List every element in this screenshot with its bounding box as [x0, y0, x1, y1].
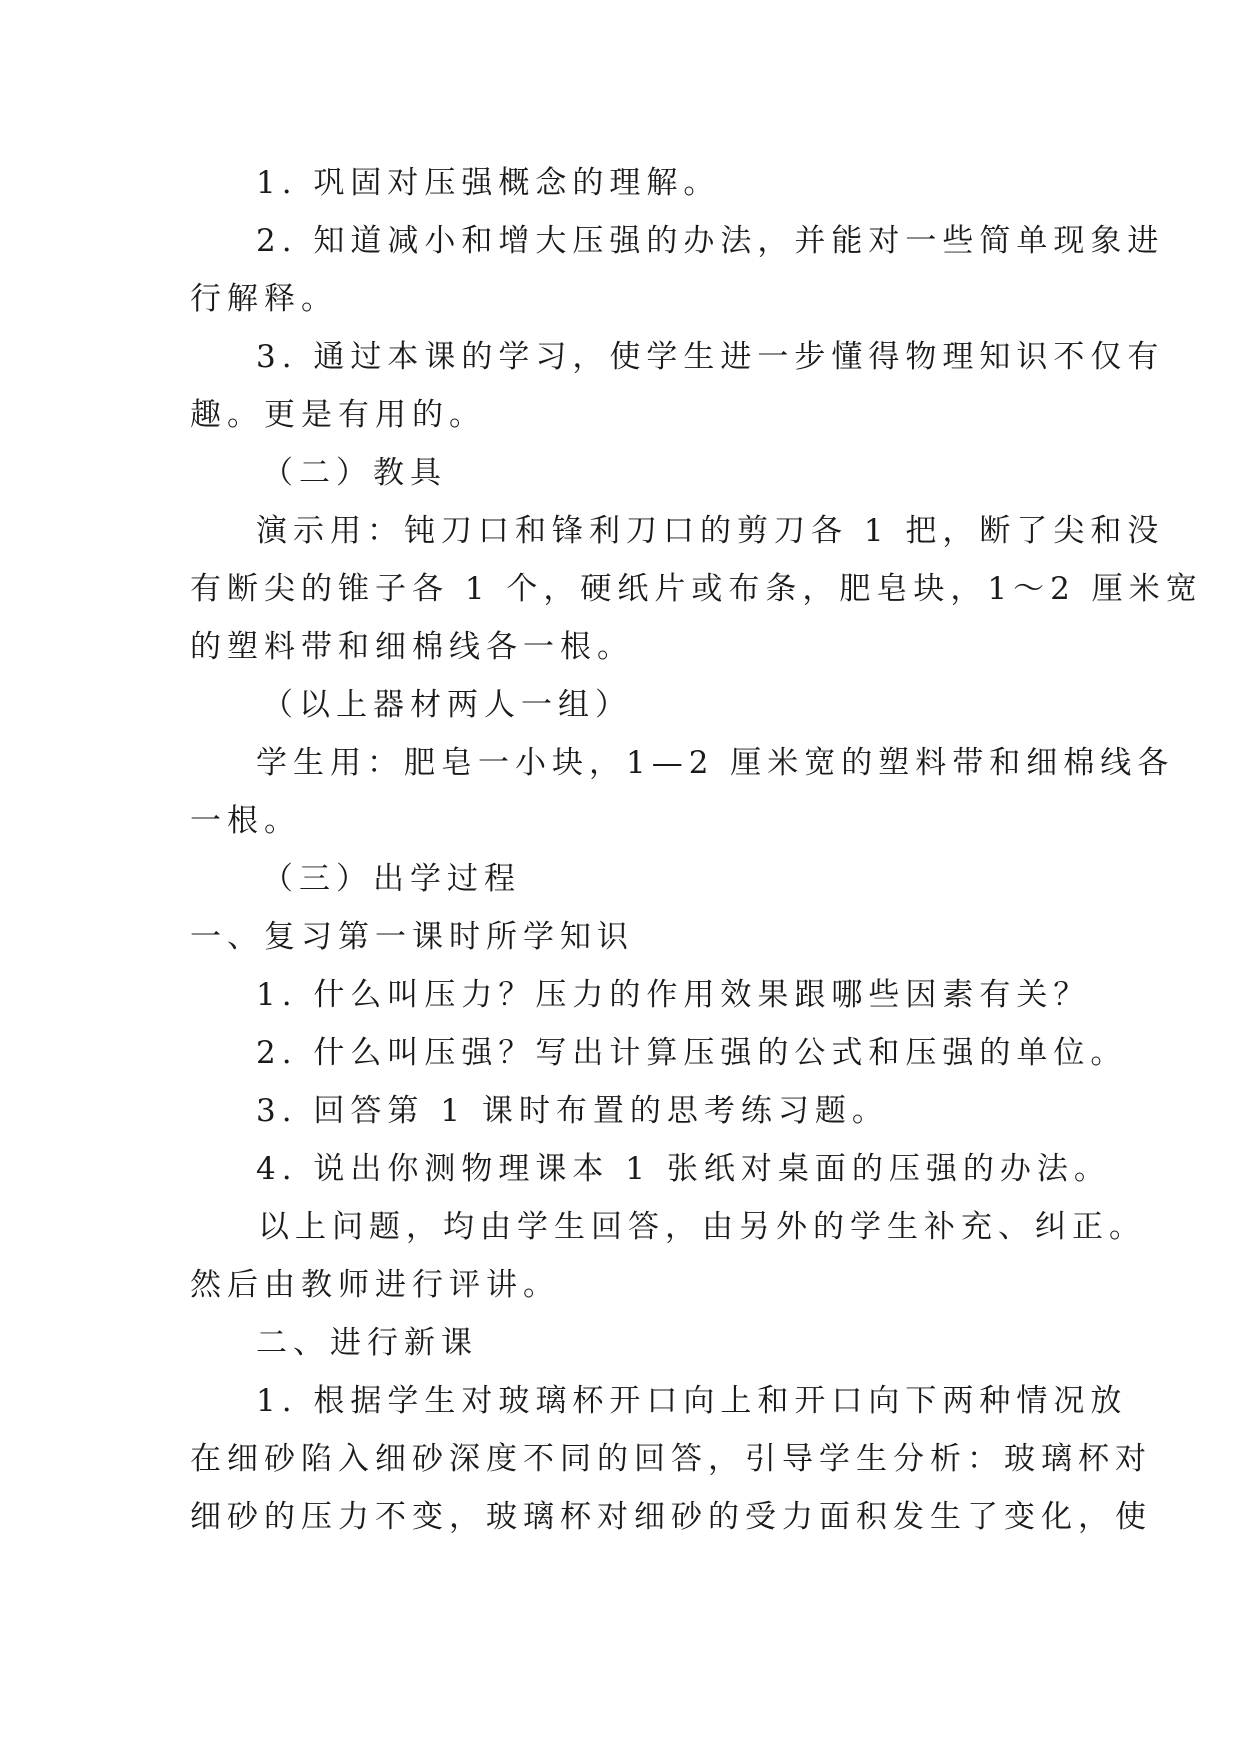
paragraph-line: 在细砂陷入细砂深度不同的回答，引导学生分析：玻璃杯对: [190, 1441, 1152, 1477]
paragraph-line: 学生用：肥皂一小块，1—2 厘米宽的塑料带和细棉线各: [256, 745, 1175, 781]
paragraph-line: 一根。: [190, 803, 301, 839]
paragraph-line: 行解释。: [190, 281, 338, 317]
paragraph-line: 2. 知道减小和增大压强的办法，并能对一些简单现象进: [256, 223, 1165, 259]
paragraph-line: 1. 巩固对压强概念的理解。: [256, 165, 721, 201]
paragraph-line: 演示用：钝刀口和锋利刀口的剪刀各 1 把，断了尖和没: [256, 513, 1165, 549]
paragraph-line: 有断尖的锥子各 1 个，硬纸片或布条，肥皂块，1～2 厘米宽: [190, 571, 1203, 607]
section-heading: （三）出学过程: [262, 861, 521, 897]
paragraph-line: 3. 回答第 1 课时布置的思考练习题。: [256, 1093, 889, 1129]
paragraph-line: 3. 通过本课的学习，使学生进一步懂得物理知识不仅有: [256, 339, 1165, 375]
paragraph-line: 的塑料带和细棉线各一根。: [190, 629, 634, 665]
paragraph-line: 2. 什么叫压强？写出计算压强的公式和压强的单位。: [256, 1035, 1128, 1071]
section-heading: （二）教具: [262, 455, 447, 491]
paragraph-line: 趣。更是有用的。: [190, 397, 486, 433]
paragraph-line: 1. 根据学生对玻璃杯开口向上和开口向下两种情况放: [256, 1383, 1128, 1419]
paragraph-line: （以上器材两人一组）: [262, 687, 632, 723]
section-heading: 二、进行新课: [256, 1325, 478, 1361]
paragraph-line: 4. 说出你测物理课本 1 张纸对桌面的压强的办法。: [256, 1151, 1111, 1187]
paragraph-line: 然后由教师进行评讲。: [190, 1267, 560, 1303]
paragraph-line: 1. 什么叫压力？压力的作用效果跟哪些因素有关？: [256, 977, 1091, 1013]
paragraph-line: 细砂的压力不变，玻璃杯对细砂的受力面积发生了变化，使: [190, 1499, 1152, 1535]
paragraph-line: 以上问题，均由学生回答，由另外的学生补充、纠正。: [258, 1209, 1146, 1245]
section-heading: 一、复习第一课时所学知识: [190, 919, 634, 955]
